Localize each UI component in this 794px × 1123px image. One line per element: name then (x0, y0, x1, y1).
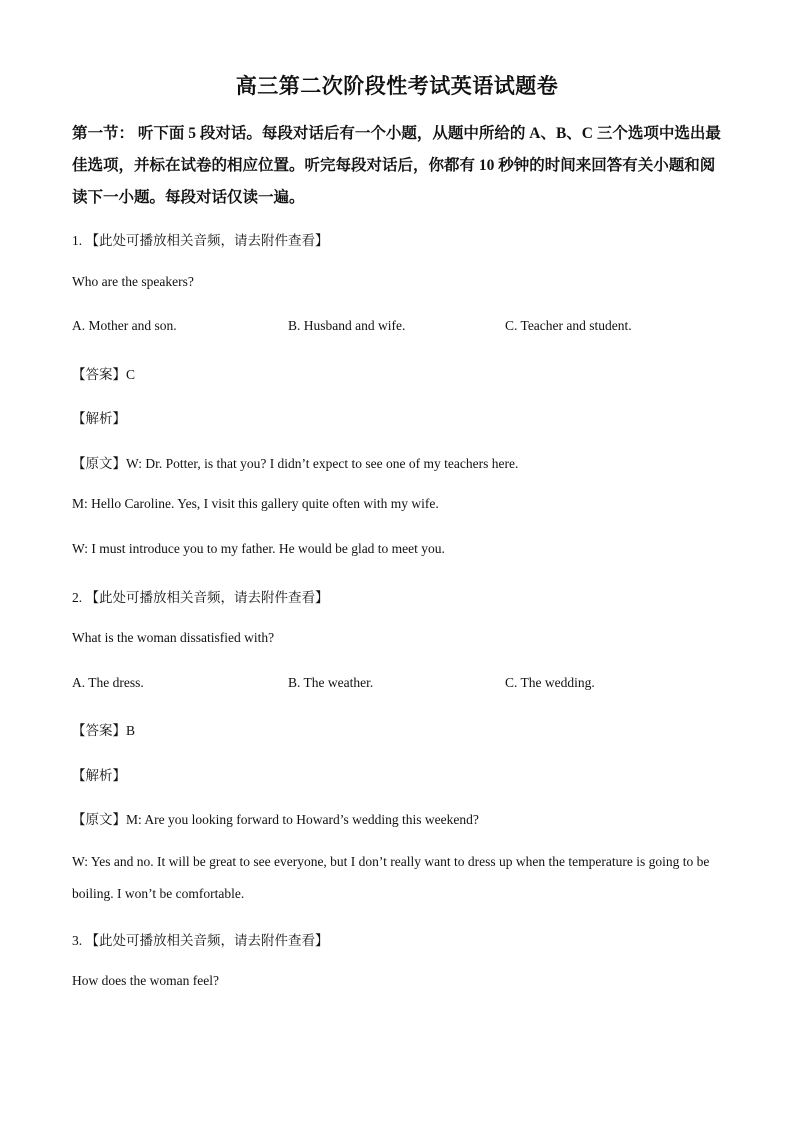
question-2-transcript-line: 【原文】M: Are you looking forward to Howard’s wedding this weekend? (72, 812, 479, 827)
question-1-option-b: B. Husband and wife. (288, 318, 406, 333)
question-1-answer: 【答案】C (72, 367, 136, 382)
question-2-option-a: A. The dress. (72, 675, 144, 690)
question-2-text: What is the woman dissatisfied with? (72, 630, 275, 645)
question-1-transcript-line: W: I must introduce you to my father. He would be glad to meet you. (72, 541, 445, 556)
question-2-option-b: B. The weather. (288, 675, 374, 690)
question-2-option-c: C. The wedding. (505, 675, 595, 690)
question-3-text: How does the woman feel? (72, 973, 219, 988)
question-1-analysis-label: 【解析】 (72, 411, 126, 426)
question-1-text: Who are the speakers? (72, 274, 194, 289)
question-1-audio-prompt: 1. 【此处可播放相关音频，请去附件查看】 (72, 233, 329, 248)
question-1-transcript-line: M: Hello Caroline. Yes, I visit this gallery quite often with my wife. (72, 496, 439, 511)
page-title: 高三第二次阶段性考试英语试题卷 (235, 74, 559, 98)
question-3-audio-prompt: 3. 【此处可播放相关音频，请去附件查看】 (72, 933, 329, 948)
question-2-analysis-label: 【解析】 (72, 768, 126, 783)
question-2-audio-prompt: 2. 【此处可播放相关音频，请去附件查看】 (72, 590, 329, 605)
question-2-answer: 【答案】B (72, 723, 136, 738)
question-1-option-c: C. Teacher and student. (505, 318, 632, 333)
section-intro: 第一节： 听下面 5 段对话。每段对话后有一个小题，从题中所给的 A、B、C 三个选项中选出最佳选项，并标在试卷的相应位置。听完每段对话后，你都有 10 秒钟的时间来回答有关小题和阅读下一小题。每段对话仅读一遍。 (72, 125, 721, 206)
question-2-transcript-line: W: Yes and no. It will be great to see everyone, but I don’t really want to dress up when the temperature is going to be boiling. I won’t be comfortable. (72, 854, 710, 901)
question-1-transcript-line: 【原文】W: Dr. Potter, is that you? I didn’t expect to see one of my teachers here. (72, 456, 519, 471)
question-1-option-a: A. Mother and son. (72, 318, 177, 333)
